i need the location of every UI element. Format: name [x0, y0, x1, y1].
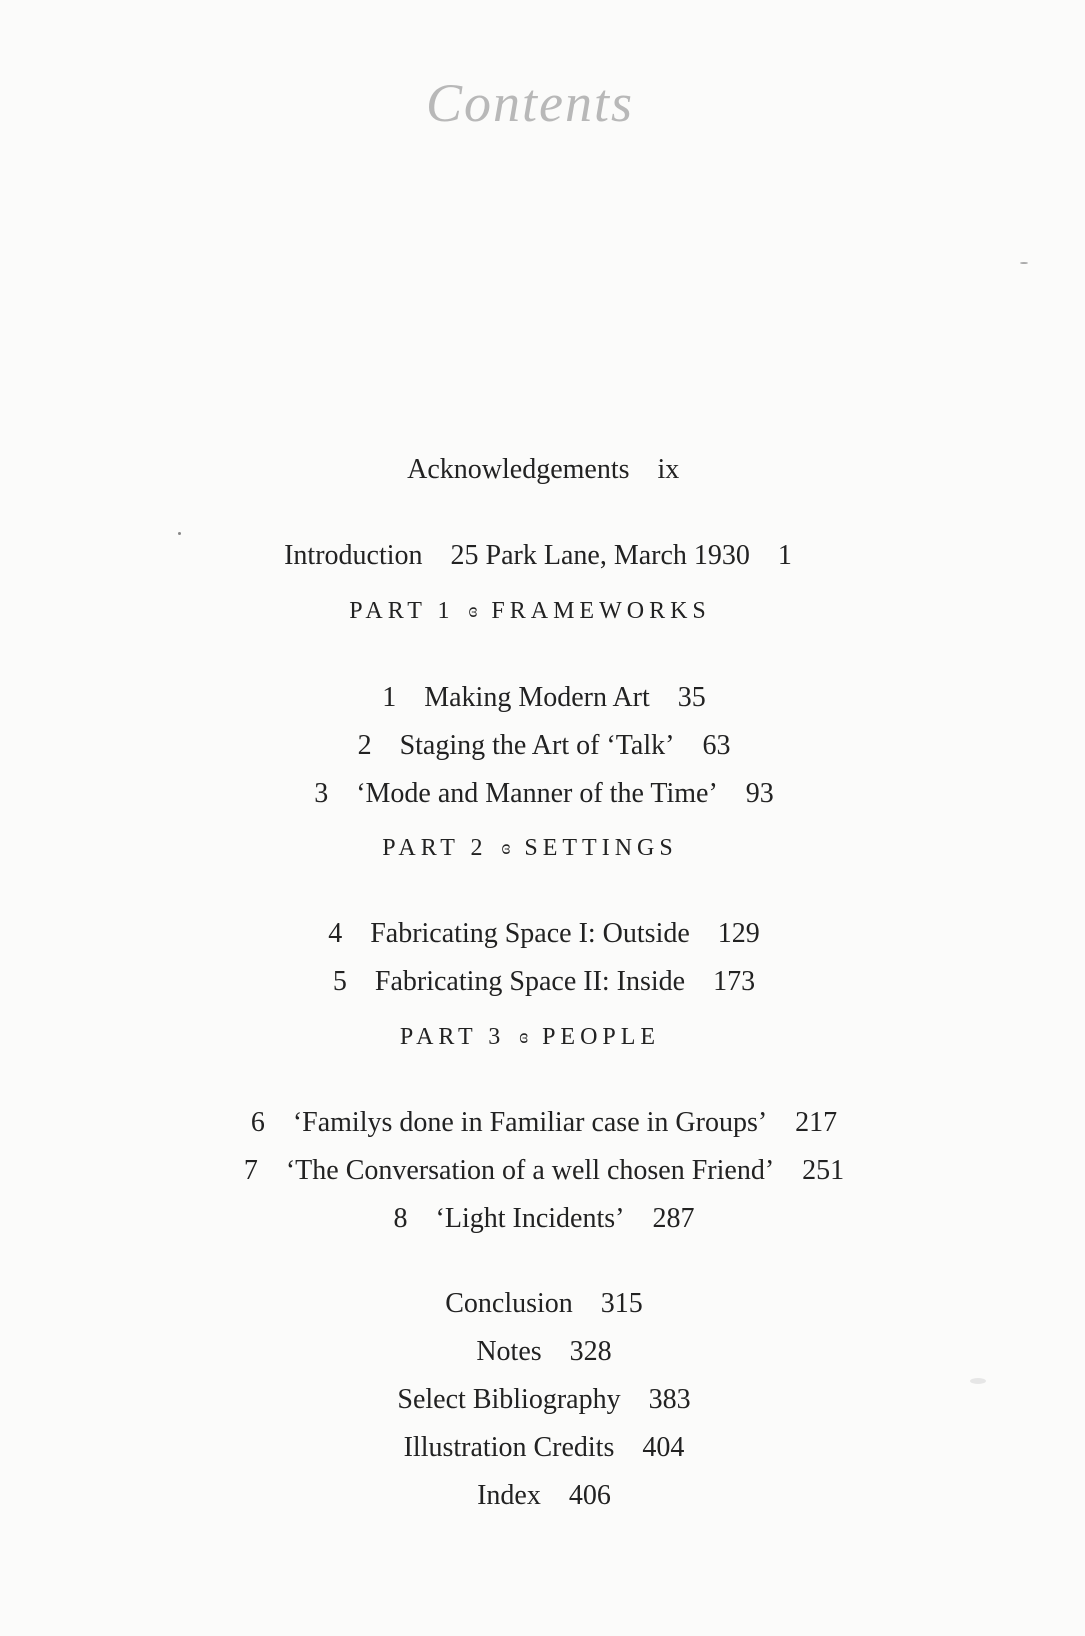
chapter-number: 8 — [393, 1203, 408, 1234]
entry-title: Introduction — [284, 540, 423, 571]
entry-title: Illustration Credits — [403, 1432, 615, 1463]
entry-title: Notes — [476, 1336, 542, 1367]
entry-page: 287 — [652, 1203, 695, 1234]
part-heading-2 — [0, 835, 1060, 862]
entry-page: 315 — [600, 1288, 643, 1319]
entry-page: 1 — [777, 540, 792, 571]
entry-page: 93 — [745, 778, 774, 809]
entry-title: Index — [477, 1480, 541, 1511]
chapter-number: 2 — [357, 730, 372, 761]
scan-speck — [970, 1378, 986, 1384]
toc-entry-chapter-8[interactable] — [0, 1171, 1060, 1267]
entry-page: 129 — [717, 918, 760, 949]
entry-title: ‘Light Incidents’ — [435, 1203, 625, 1234]
part-heading-3 — [0, 1024, 1060, 1051]
chapter-number: 6 — [250, 1107, 265, 1138]
part-name: SETTINGS — [524, 835, 678, 861]
chapter-number: 1 — [382, 682, 397, 713]
ornament-icon: ɞ — [519, 1026, 529, 1048]
entry-page: 217 — [795, 1107, 838, 1138]
part-label: PART 3 — [399, 1024, 506, 1050]
entry-title: Select Bibliography — [397, 1384, 621, 1415]
chapter-number: 5 — [332, 966, 347, 997]
entry-page: 383 — [648, 1384, 691, 1415]
entry-page: 173 — [713, 966, 756, 997]
toc-entry-acknowledgements[interactable] — [0, 422, 1060, 518]
toc-entry-chapter-5[interactable] — [0, 934, 1060, 1030]
toc-entry-introduction[interactable] — [0, 508, 1054, 604]
entry-title: Fabricating Space I: Outside — [370, 918, 690, 949]
page-title: Contents — [425, 73, 634, 133]
part-heading-1 — [0, 598, 1060, 625]
scan-speck — [1020, 262, 1028, 264]
entry-page: 63 — [702, 730, 731, 761]
scan-speck — [178, 532, 181, 535]
entry-title: Making Modern Art — [424, 682, 650, 713]
ornament-icon: ɞ — [468, 600, 478, 622]
entry-title: Acknowledgements — [407, 454, 630, 485]
entry-page: 251 — [802, 1155, 845, 1186]
chapter-number: 3 — [314, 778, 329, 809]
entry-title: Fabricating Space II: Inside — [374, 966, 686, 997]
entry-page: 404 — [642, 1432, 685, 1463]
entry-title: ‘The Conversation of a well chosen Friend’ — [285, 1155, 775, 1186]
entry-page: 328 — [569, 1336, 612, 1367]
entry-title: ‘Familys done in Familiar case in Groups’ — [292, 1107, 768, 1138]
toc-entry-chapter-3[interactable] — [0, 746, 1060, 842]
entry-page: 35 — [677, 682, 706, 713]
entry-title: Conclusion — [445, 1288, 573, 1319]
part-label: PART 1 — [349, 598, 455, 624]
chapter-number: 4 — [328, 918, 343, 949]
part-name: FRAMEWORKS — [491, 598, 711, 624]
part-label: PART 2 — [382, 835, 488, 861]
entry-subtitle: 25 Park Lane, March 1930 — [450, 540, 750, 571]
part-name: PEOPLE — [542, 1024, 661, 1050]
entry-title: Staging the Art of ‘Talk’ — [399, 730, 675, 761]
entry-title: ‘Mode and Manner of the Time’ — [356, 778, 718, 809]
ornament-icon: ɞ — [501, 837, 511, 859]
chapter-number: 7 — [243, 1155, 258, 1186]
entry-page: 406 — [568, 1480, 611, 1511]
entry-page: ix — [657, 454, 680, 485]
toc-entry-index[interactable] — [0, 1448, 1060, 1544]
